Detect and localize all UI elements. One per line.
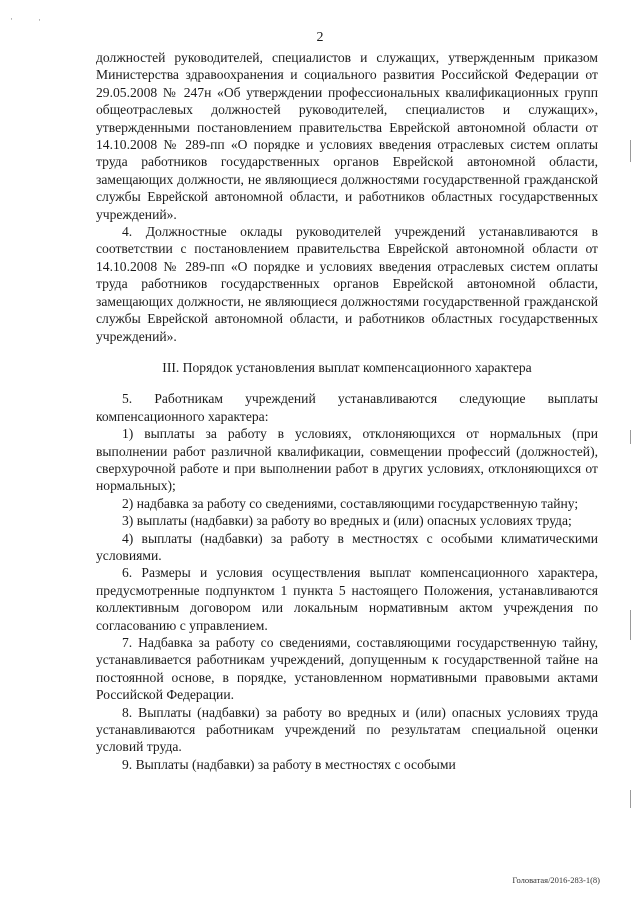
paragraph-continuation: должностей руководителей, специалистов и служащих, утвержденным приказом Министерства здравоохранения и социального развития Российской Федерации от 29.05.2008 № 247н «Об утверждении профессиональных квалификационных групп общеотраслевых должностей руководителей, специалистов и служащих», утвержденными постановлением правительства Еврейской автономной области от 14.10.2008 № 289-пп «О порядке и условиях введения отраслевых систем оплаты труда работников государственных органов Еврейской автономной области, замещающих должности, не являющиеся должностями государственной гражданской службы Еврейской автономной области, и работников областных государственных учреждений».: [96, 50, 598, 222]
scan-artifact-mark: ·: [10, 14, 13, 24]
footer-document-code: Головатая/2016-283-1(8): [512, 875, 600, 885]
document-body: [96, 49, 598, 773]
paragraph-5: 5. Работникам учреждений устанавливаются следующие выплаты компенсационного характера:: [96, 391, 598, 424]
page-number: 2: [316, 30, 324, 45]
paragraph-4: 4. Должностные оклады руководителей учреждений устанавливаются в соответствии с постановлением правительства Еврейской автономной области от 14.10.2008 № 289-пп «О порядке и условиях введения отраслевых систем оплаты труда работников государственных органов Еврейской автономной области, замещающих должности, не являющиеся должностями государственной гражданской службы Еврейской автономной области, и работников областных государственных учреждений».: [96, 224, 598, 344]
paragraph-7: 7. Надбавка за работу со сведениями, составляющими государственную тайну, устанавливается работникам учреждений, допущенным к государственной тайне на постоянной основе, в порядке, установленном нормативными правовыми актами Российской Федерации.: [96, 635, 598, 703]
scan-artifact-mark: ·: [38, 15, 41, 25]
scan-edge-mark: [630, 790, 631, 808]
list-item-5-3: 3) выплаты (надбавки) за работу во вредных и (или) опасных условиях труда;: [122, 513, 572, 529]
section-heading: III. Порядок установления выплат компенсационного характера: [162, 359, 532, 375]
paragraph-9: 9. Выплаты (надбавки) за работу в местностях с особыми: [122, 756, 456, 772]
paragraph-8: 8. Выплаты (надбавки) за работу во вредных и (или) опасных условиях труда устанавливаются работникам учреждений по результатам специальной оценки условий труда.: [96, 704, 598, 755]
scan-edge-mark: [630, 140, 631, 162]
paragraph-6: 6. Размеры и условия осуществления выплат компенсационного характера, предусмотренные подпунктом 1 пункта 5 настоящего Положения, устанавливаются коллективным договором или локальным нормативным актом учреждения по согласованию с управлением.: [96, 565, 598, 633]
list-item-5-1: 1) выплаты за работу в условиях, отклоняющихся от нормальных (при выполнении работ различной квалификации, совмещении профессий (должностей), сверхурочной работе и при выполнении работ в других условиях, отклоняющихся от нормальных);: [96, 426, 598, 494]
scan-edge-mark: [630, 610, 631, 640]
list-item-5-4: 4) выплаты (надбавки) за работу в местностях с особыми климатическими условиями.: [96, 530, 598, 563]
list-item-5-2: 2) надбавка за работу со сведениями, составляющими государственную тайну;: [122, 495, 579, 511]
scan-edge-mark: [630, 430, 631, 444]
